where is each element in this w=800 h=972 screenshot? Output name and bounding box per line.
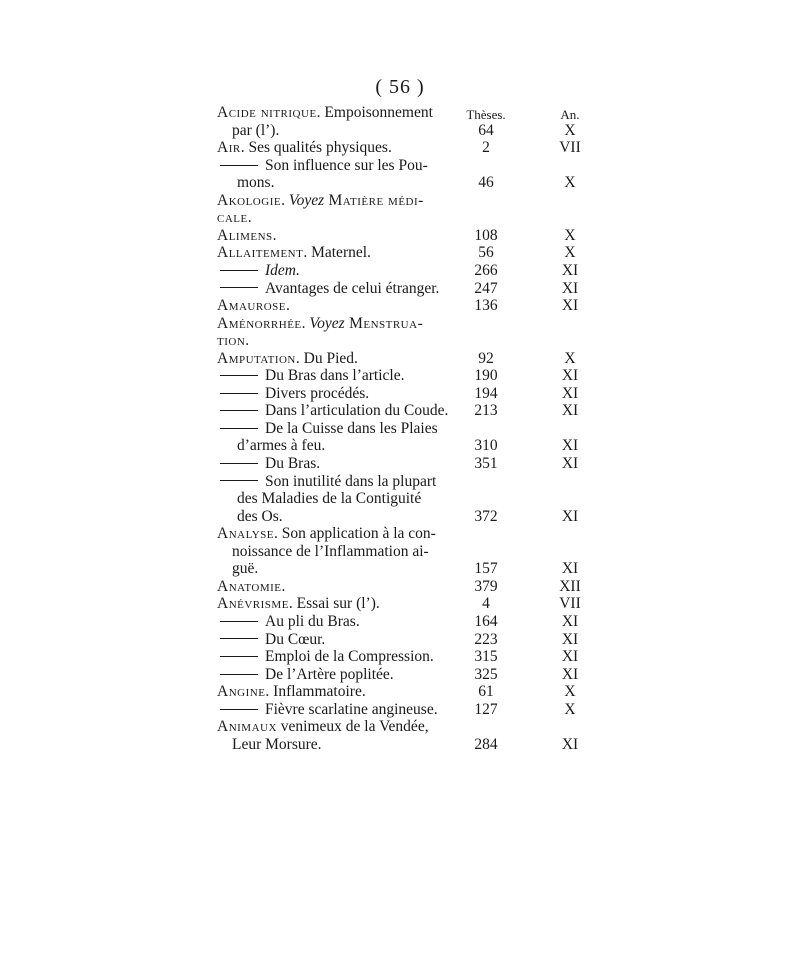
year-number: XI [561,279,579,297]
entry-text [217,525,436,543]
year-number: X [564,244,576,262]
thesis-number: 92 [478,349,494,367]
thesis-number: 379 [474,577,498,595]
entry-text [220,280,439,298]
index-entry-line [0,297,800,315]
ditto-dash [220,638,258,639]
headword: Anatomie [217,577,282,595]
year-number: X [564,174,576,192]
ditto-dash [220,287,258,288]
entry-text [217,209,252,227]
thesis-number: 157 [474,560,498,578]
ditto-dash [220,410,258,411]
index-entry-line [0,718,800,736]
year-number: X [564,683,576,701]
entry-text [217,297,290,315]
headword: Akologie [217,191,282,209]
ditto-dash [220,270,258,271]
index-entry-line [0,280,800,298]
thesis-number: 284 [474,735,498,753]
entry-body: . [247,209,252,227]
year-number: XI [561,297,579,315]
index-entry-line [0,473,800,491]
entry-text [220,402,448,420]
entry-text [220,473,436,491]
index-entry-line [0,490,800,508]
index-entry-line [0,104,800,122]
index-entry-line [0,192,800,210]
entry-text [220,420,438,438]
headword: Amaurose [217,297,286,315]
thesis-number: 223 [474,630,498,648]
year-number: XI [561,612,579,630]
entry-text [220,631,325,649]
entry-body: . [245,332,250,350]
index-entry-line [0,701,800,719]
page-number: ( 56 ) [375,76,425,98]
thesis-number: 194 [474,384,498,402]
entry-body: . Inflammatoire. [265,683,366,701]
entry-text [217,192,424,210]
ditto-dash [220,428,258,429]
entry-body: des Maladies de la Contiguité [237,490,422,508]
year-number: XI [561,384,579,402]
index-entry-line [0,595,800,613]
index-entry-line [0,666,800,684]
entry-text [217,104,433,122]
ditto-dash [220,165,258,166]
year-number: X [564,349,576,367]
index-entry-line [0,525,800,543]
year-number: XII [559,577,581,595]
entry-text [217,332,249,350]
index-entry-line [0,631,800,649]
entry-text [220,157,428,175]
thesis-number: 190 [474,367,498,385]
thesis-number: 64 [478,121,494,139]
headword: tion [217,332,246,350]
thesis-number: 4 [482,595,490,613]
entry-body: . Maternel. [303,244,371,262]
ditto-dash [220,656,258,657]
year-number: XI [561,630,579,648]
index-entry-line [0,122,800,140]
thesis-number: 46 [478,174,494,192]
thesis-number: 164 [474,612,498,630]
headword: cale [217,209,248,227]
entry-body: Emploi de la Compression. [265,648,434,666]
headword: Aménorrhée [217,314,302,332]
index-entry-line [0,262,800,280]
year-number: VII [559,139,581,157]
index-entry-line [0,367,800,385]
entry-body: . Essai sur (l’). [288,595,380,613]
entry-body: De la Cuisse dans les Plaies [265,419,438,437]
entry-body: . [301,314,310,332]
thesis-number: 136 [474,297,498,315]
ditto-dash [220,375,258,376]
year-number: XI [561,455,579,472]
index-entry-line [0,683,800,701]
headword: Allaitement [217,244,304,262]
entry-text [217,718,429,736]
entry-text [217,595,380,613]
year-number: XI [561,261,579,279]
entry-body: par (l’). [232,121,280,139]
entry-body: Du Bras dans l’article. [265,367,405,385]
index-entry-line [0,420,800,438]
entry-text [220,701,438,719]
index-entry-line [0,437,800,455]
thesis-number: 310 [474,437,498,455]
thesis-number: 315 [474,648,498,666]
entry-text [220,613,360,631]
headword: Air [217,139,241,157]
index-entry-line [0,402,800,420]
entry-body: . Empoisonnement [316,104,433,121]
entry-text [217,244,371,262]
entry-text [217,350,358,368]
entry-body: Du Bras. [265,455,321,472]
ditto-dash [220,674,258,675]
thesis-number: 351 [474,455,498,472]
year-number: XI [561,507,579,525]
index-entry-line [0,648,800,666]
entry-body: Divers procédés. [265,384,370,402]
entry-body: Au pli du Bras. [265,612,360,630]
thesis-number: 108 [474,226,498,244]
headword: Acide nitrique [217,104,317,121]
entry-body: Fièvre scarlatine angineuse. [265,700,438,718]
entry-body: mons. [237,174,275,192]
year-number: XI [561,437,579,455]
ditto-dash [220,463,258,464]
year-number: XI [561,735,579,753]
index-entry-line [0,385,800,403]
entry-text [217,683,366,701]
entry-text [237,508,283,526]
entry-text [237,437,325,455]
index-entry-line [0,157,800,175]
entry-text [220,262,300,280]
thesis-number: 247 [474,279,498,297]
entry-italic: Voyez [288,191,325,209]
entry-body: Leur Morsure. [232,735,322,753]
entry-body: Son influence sur les Pou- [265,156,428,174]
headword: Animaux [217,718,277,736]
entry-text [232,560,258,578]
entry-text [220,385,369,403]
year-number: XI [561,560,579,578]
entry-text [217,315,423,333]
thesis-number: 61 [478,683,494,701]
entry-body: Dans l’articulation du Coude. [265,402,449,420]
entry-text [232,122,279,140]
entry-text [237,174,274,192]
year-number: X [564,226,576,244]
thesis-number: 325 [474,665,498,683]
year-number: VII [559,595,581,613]
thesis-number: 56 [478,244,494,262]
headword: Angine [217,683,266,701]
ditto-dash [220,621,258,622]
year-number: X [564,700,576,718]
ditto-dash [220,480,258,481]
year-number: XI [561,648,579,666]
headword: Analyse [217,525,274,543]
thesis-number: 2 [482,139,490,157]
entry-text [232,543,429,561]
entry-text [217,227,277,245]
index-entry-line [0,560,800,578]
entry-body: noissance de l’Inflammation ai- [232,542,429,560]
year-number: X [564,121,576,139]
entry-italic: Voyez [309,314,345,332]
entry-body: venimeux de la Vendée, [276,718,429,736]
ditto-dash [220,393,258,394]
index-entry-line [0,209,800,227]
headword: Alimens [217,226,273,244]
entry-body: . [281,191,289,209]
entry-body: . Son application à la con- [273,525,436,543]
column-header-an: An. [560,107,580,122]
entry-text [220,455,320,473]
thesis-number: 127 [474,700,498,718]
entry-body: . [272,226,277,244]
entry-body: . Du Pied. [295,349,358,367]
entry-text [217,578,285,596]
year-number: XI [561,367,579,385]
cross-reference: Matière médi- [324,191,424,209]
entry-body: des Os. [237,507,283,525]
entry-body: . Ses qualités physiques. [240,139,392,157]
index-entry-line [0,244,800,262]
entry-body: . [281,577,286,595]
year-number: XI [561,402,579,420]
index-entry-line [0,315,800,333]
entry-text [220,666,394,684]
index-entry-line [0,543,800,561]
entry-body: Son inutilité dans la plupart [265,472,437,490]
year-number: XI [561,665,579,683]
entry-body: . [285,297,290,315]
ditto-dash [220,709,258,710]
index-entry-line [0,578,800,596]
entry-italic: Idem. [265,261,300,279]
column-header-theses: Thèses. [466,107,506,122]
index-entry-line [0,174,800,192]
thesis-number: 372 [474,507,498,525]
index-entry-line [0,736,800,754]
entry-body: Avantages de celui étranger. [265,279,440,297]
entry-text [220,648,434,666]
cross-reference: Menstrua- [344,314,424,332]
index-entry-line [0,508,800,526]
index-entry-line [0,350,800,368]
index-entry-line [0,139,800,157]
entry-text [232,736,322,754]
headword: Amputation [217,349,296,367]
entry-body: guë. [232,560,259,578]
index-entry-line [0,227,800,245]
entry-text [217,139,392,157]
thesis-number: 213 [474,402,498,420]
entry-body: De l’Artère poplitée. [265,665,394,683]
index-entry-line [0,332,800,350]
thesis-number: 266 [474,261,498,279]
headword: Anévrisme [217,595,289,613]
entry-body: d’armes à feu. [237,437,326,455]
entry-text [220,367,404,385]
index-entry-line [0,613,800,631]
entry-text [237,490,421,508]
entry-body: Du Cœur. [265,630,326,648]
index-entry-line [0,455,800,473]
